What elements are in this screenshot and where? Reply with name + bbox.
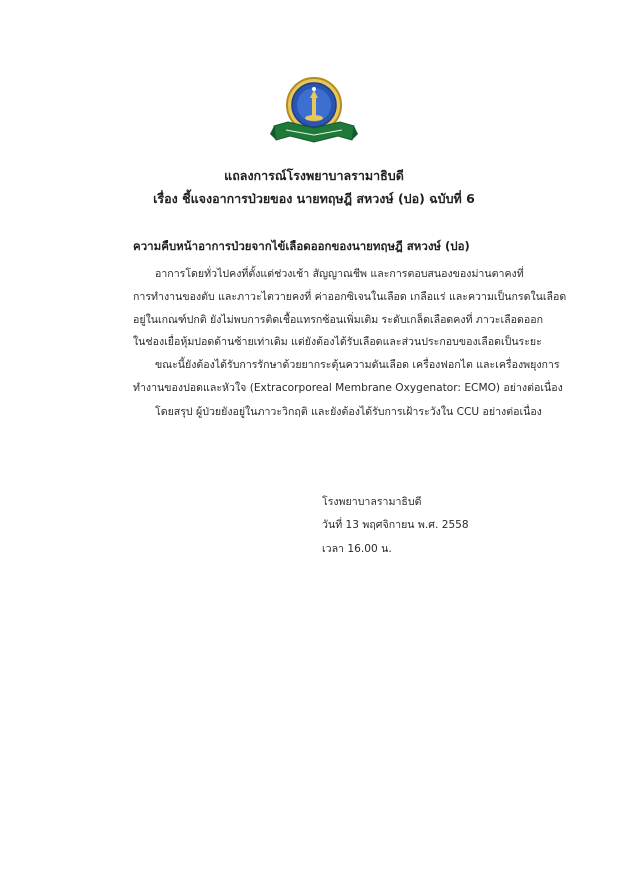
body-line-3: อยู่ในเกณฑ์ปกติ ยังไม่พบการติดเชื้อแทรกซ้อนเพิ่มเติม ระดับเกล็ดเลือดคงที่ ภาวะเลือดออก	[133, 314, 543, 326]
signature-organization: โรงพยาบาลรามาธิบดี	[322, 496, 422, 508]
announcement-subject: เรื่อง ชี้แจงอาการป่วยของ นายทฤษฎี สหวงษ์ (ปอ) ฉบับที่ 6	[153, 191, 475, 206]
body-line-1: อาการโดยทั่วไปคงที่ตั้งแต่ช่วงเช้า สัญญาณชีพ และการตอบสนองของม่านตาคงที่	[155, 268, 524, 280]
body-line-2: การทำงานของตับ และภาวะไตวายคงที่ ค่าออกซิเจนในเลือด เกลือแร่ และความเป็นกรดในเลือด	[133, 291, 567, 303]
announcement-title: แถลงการณ์โรงพยาบาลรามาธิบดี	[224, 168, 404, 183]
hospital-seal-logo	[268, 74, 360, 148]
section-heading: ความคืบหน้าอาการป่วยจากไข้เลือดออกของนายทฤษฎี สหวงษ์ (ปอ)	[133, 239, 470, 253]
body-line-5: ขณะนี้ยังต้องได้รับการรักษาด้วยยากระตุ้นความดันเลือด เครื่องฟอกไต และเครื่องพยุงการ	[155, 359, 560, 371]
body-line-7: โดยสรุป ผู้ป่วยยังอยู่ในภาวะวิกฤติ และยังต้องได้รับการเฝ้าระวังใน CCU อย่างต่อเนื่อง	[155, 406, 542, 418]
signature-date: วันที่ 13 พฤศจิกายน พ.ศ. 2558	[322, 519, 469, 531]
signature-time: เวลา 16.00 น.	[322, 543, 392, 555]
body-line-6: ทำงานของปอดและหัวใจ (Extracorporeal Membrane Oxygenator: ECMO) อย่างต่อเนื่อง	[133, 382, 563, 394]
body-line-4: ในช่องเยื่อหุ้มปอดด้านซ้ายเท่าเดิม แต่ยังต้องได้รับเลือดและส่วนประกอบของเลือดเป็นระยะ	[133, 336, 542, 348]
